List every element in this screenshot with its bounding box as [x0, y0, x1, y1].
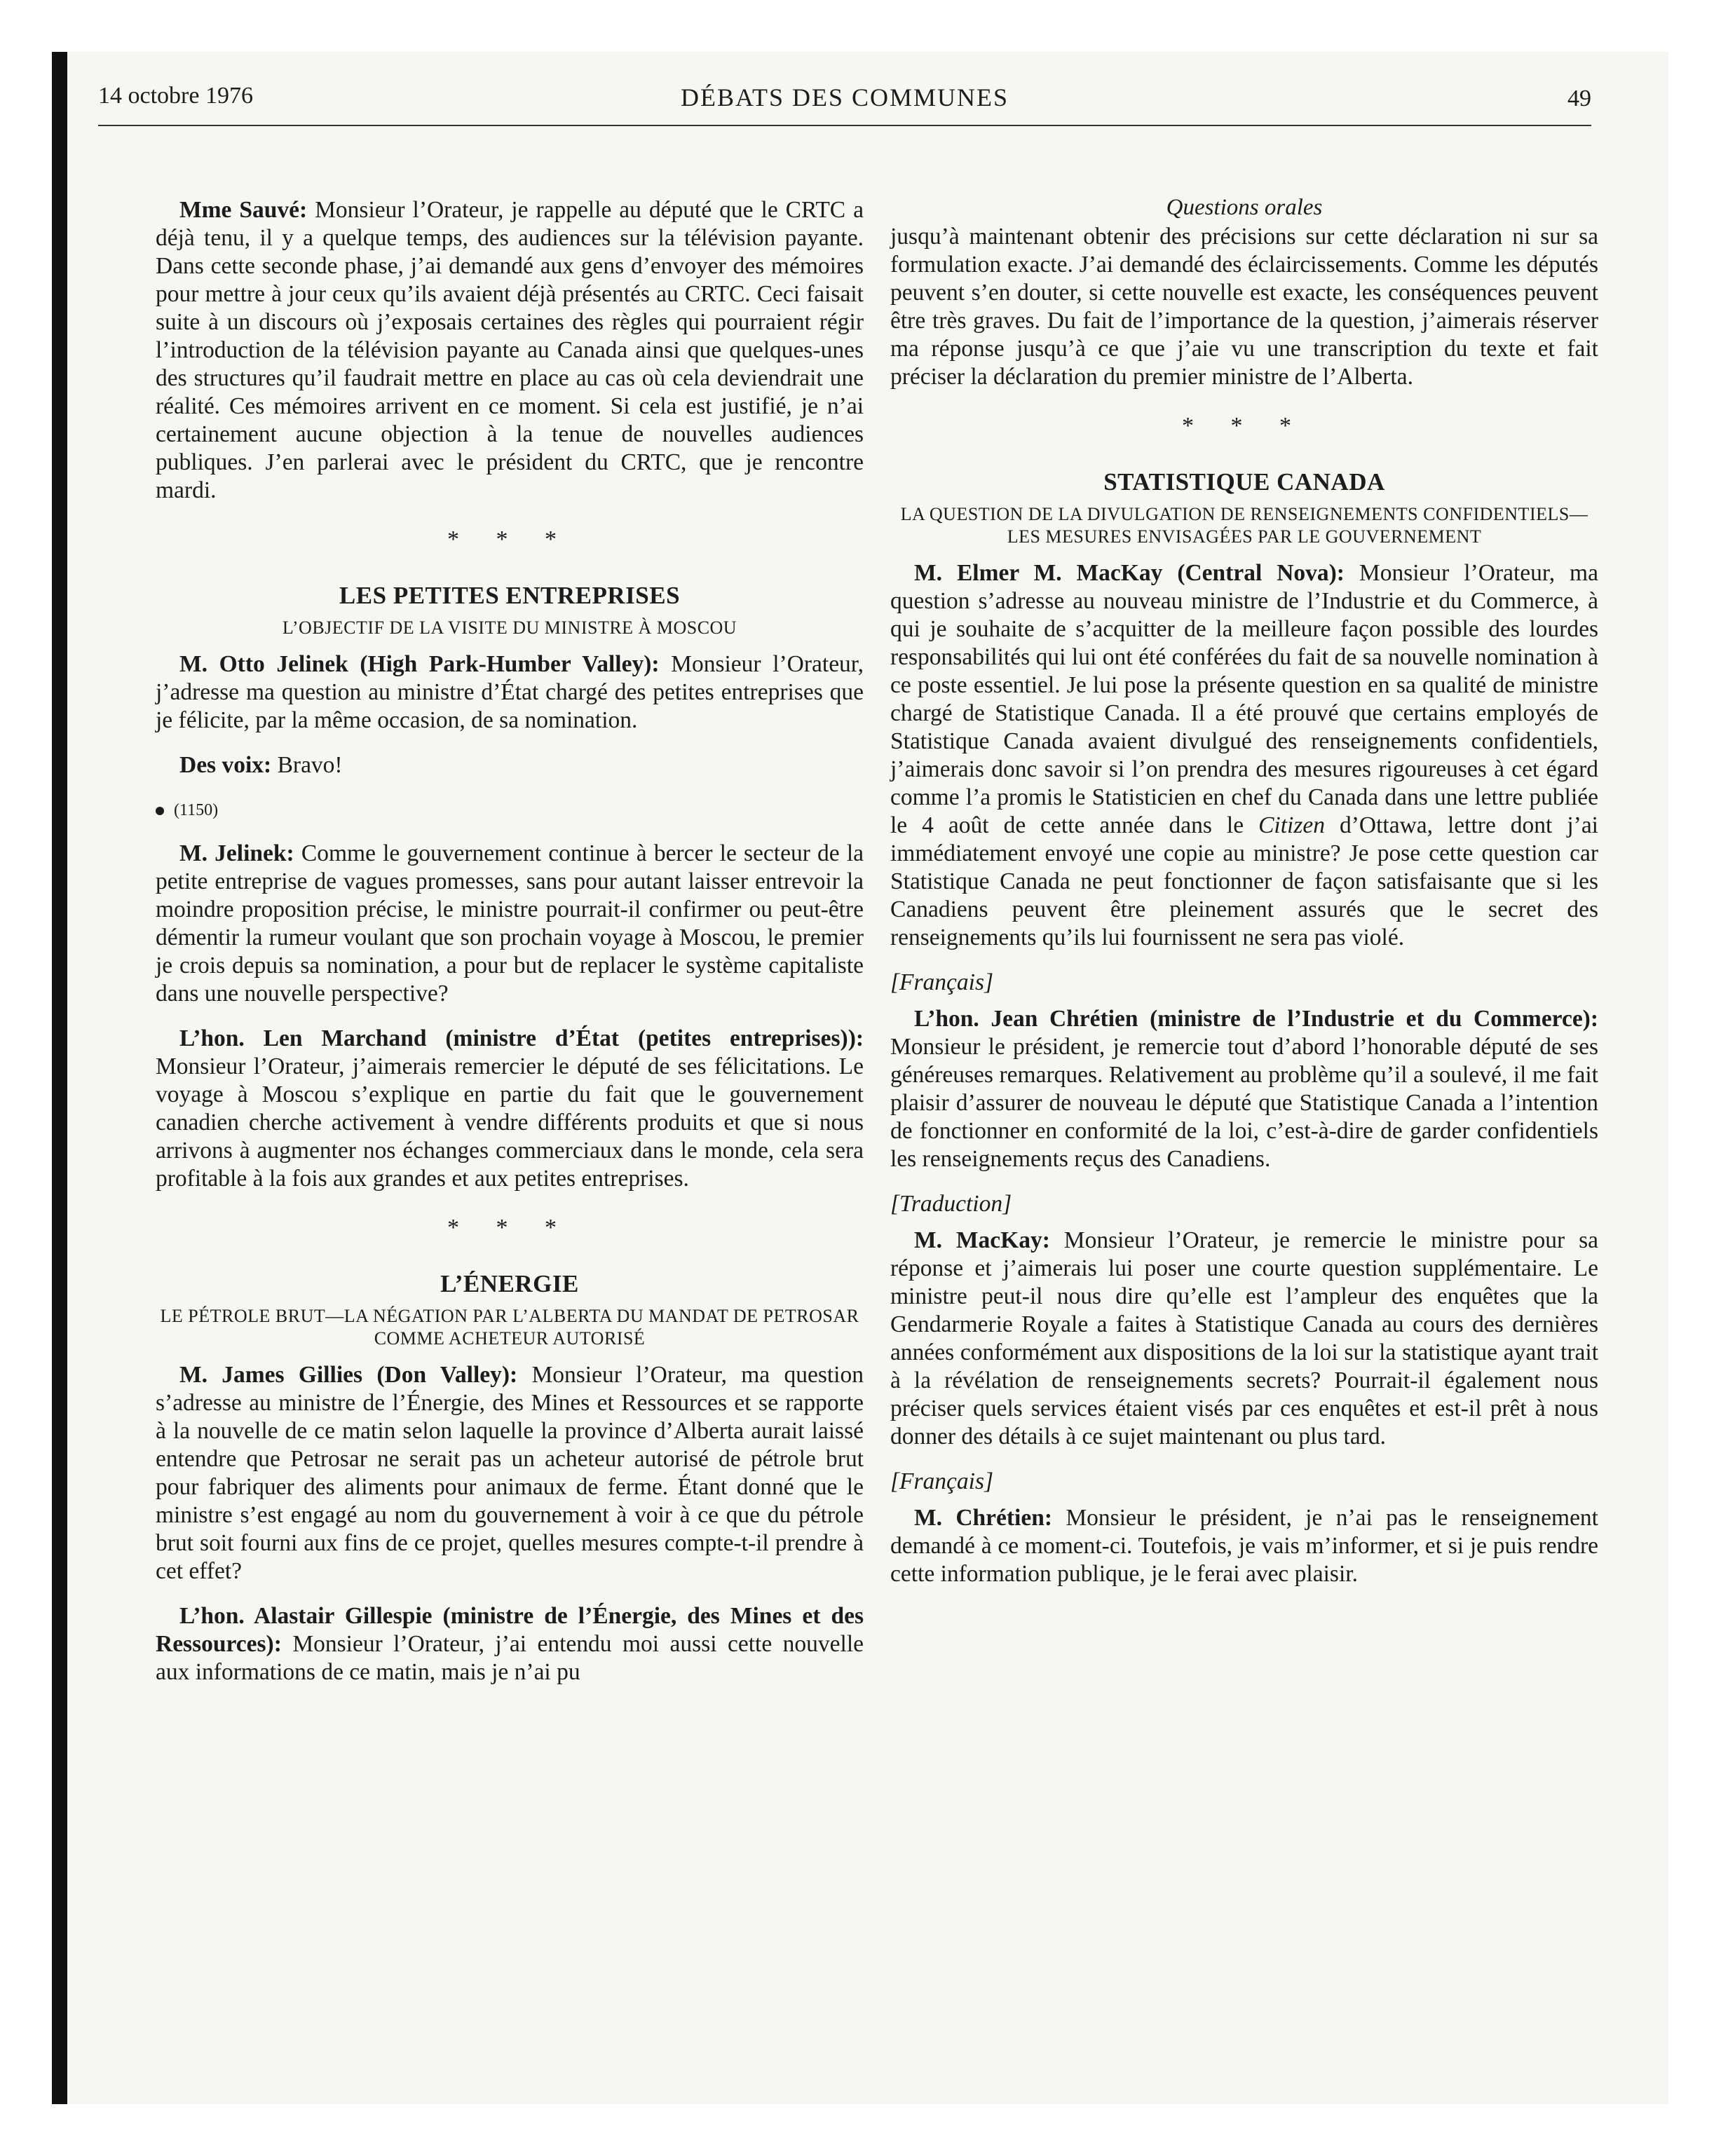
language-tag: [Traduction] [890, 1191, 1012, 1217]
language-tag: [Français] [890, 969, 994, 995]
paragraph [156, 1361, 864, 1585]
paragraph [890, 223, 1598, 391]
section-subheading: LA QUESTION DE LA DIVULGATION DE RENSEIGNEMENTS CONFIDENTIELS—LES MESURES ENVISAGÉES PAR LE GOUVERNEMENT [900, 504, 1588, 547]
paragraph [890, 1227, 1598, 1451]
speaker-name: Des voix: [179, 752, 272, 778]
speaker-name: M. Otto Jelinek (High Park-Humber Valley): [179, 651, 660, 677]
speaker-name: M. Jelinek: [179, 840, 294, 866]
left-column [156, 196, 864, 1703]
speaker-name: M. MacKay: [914, 1227, 1050, 1253]
page-header [98, 83, 1591, 126]
paragraph [890, 559, 1598, 952]
paragraph [156, 751, 864, 779]
speaker-name: L’hon. Jean Chrétien (ministre de l’Industrie et du Commerce): [914, 1006, 1598, 1032]
paragraph [156, 1602, 864, 1686]
speech-text: Monsieur le président, je n’ai pas le renseignement demandé à ce moment-ci. Toutefois, je vais m’informer, et si je puis rendre cette information publique, je le ferai avec plaisir. [890, 1505, 1598, 1587]
header-date: 14 octobre 1976 [98, 83, 253, 109]
language-tag: [Français] [890, 1468, 994, 1494]
speech-text: Monsieur l’Orateur, je rappelle au député que le CRTC a déjà tenu, il y a quelque temps, des audiences sur la télévision payante. Dans cette seconde phase, j’ai demandé aux gens d’envoyer des mémoires pour mettre à jour ceux qu’ils avaient déjà présentés au CRTC. Ceci faisait suite à un discours où j’exposais certaines des règles qui pourraient régir l’introduction de la télévision payante au Canada ainsi que quelques-unes des structures qu’il faudrait mettre en place au cas où cela deviendrait une réalité. Ces mémoires arrivent en ce moment. Si cela est justifié, je n’ai certainement aucune objection à la tenue de nouvelles audiences publiques. J’en parlerai avec le président du CRTC, que je rencontre mardi. [156, 197, 864, 503]
section-subheading: LE PÉTROLE BRUT—LA NÉGATION PAR L’ALBERTA DU MANDAT DE PETROSAR COMME ACHETEUR AUTORISÉ [160, 1306, 859, 1349]
section-subheading: L’OBJECTIF DE LA VISITE DU MINISTRE À MOSCOU [282, 618, 737, 638]
speaker-name: M. Chrétien: [914, 1505, 1053, 1531]
paragraph [156, 196, 864, 505]
running-head: Questions orales [1166, 195, 1323, 220]
speech-text: Monsieur l’Orateur, ma question s’adresse au ministre de l’Énergie, des Mines et Ressources et se rapporte à la nouvelle de ce matin selon laquelle la province d’Alberta aurait laissé entendre que Petrosar ne serait pas un acheteur autorisé de pétrole brut pour fabriquer des aliments pour animaux de ferme. Étant donné que le ministre s’est engagé au nom du gouvernement à voir à ce que du pétrole brut soit fourni aux fins de ce projet, quelles mesures compte-t-il prendre à cet effet? [156, 1362, 864, 1584]
speaker-name: L’hon. Alastair Gillespie (ministre de l’Énergie, des Mines et des Ressources): [156, 1603, 864, 1657]
section-title: LES PETITES ENTREPRISES [339, 582, 681, 609]
paragraph [156, 840, 864, 1008]
newspaper-title: Citizen [1258, 812, 1325, 838]
section-separator: * * * [1182, 413, 1307, 439]
speech-text: Monsieur l’Orateur, j’adresse ma question au ministre d’État chargé des petites entreprises que je félicite, par la même occasion, de sa nomination. [156, 651, 864, 733]
paragraph [156, 650, 864, 735]
speech-text: jusqu’à maintenant obtenir des précisions sur cette déclaration ni sur sa formulation exacte. J’ai demandé des éclaircissements. Comme les députés peuvent s’en douter, si cette nouvelle est exacte, les conséquences peuvent être très graves. Du fait de l’importance de la question, j’aimerais réserver ma réponse jusqu’à ce que j’aie vu une transcription du texte et fait préciser la déclaration du premier ministre de l’Alberta. [890, 224, 1598, 390]
section-separator: * * * [447, 526, 572, 552]
scan-edge [52, 52, 67, 2104]
speaker-name: L’hon. Len Marchand (ministre d’État (petites entreprises)): [179, 1025, 864, 1051]
speech-text: Monsieur l’Orateur, je remercie le ministre pour sa réponse et j’aimerais lui poser une courte question supplémentaire. Le ministre peut-il nous dire qu’elle est l’ampleur des enquêtes que la Gendarmerie Royale a faites à Statistique Canada au cours des dernières années conformément aux dispositions de la loi sur la statistique ayant trait à la révélation de renseignements secrets? Pourrait-il également nous préciser quels services étaient visés par ces enquêtes et est-il prêt à nous donner des détails à ce sujet maintenant ou plus tard. [890, 1227, 1599, 1449]
speech-text: Monsieur l’Orateur, j’ai entendu moi aussi cette nouvelle aux informations de ce matin, mais je n’ai pu [156, 1631, 864, 1685]
bullet-dot-icon [156, 807, 164, 815]
speech-text: Monsieur le président, je remercie tout d’abord l’honorable député de ses généreuses remarques. Relativement au problème qu’il a soulevé, il me fait plaisir d’assurer de nouveau le député que Statistique Canada a l’intention de fonctionner en conformité de la loi, c’est-à-dire de garder confidentiels les renseignements reçus des Canadiens. [890, 1034, 1598, 1172]
time-marker [156, 796, 864, 824]
speech-text: Monsieur l’Orateur, j’aimerais remercier le député de ses félicitations. Le voyage à Moscou s’explique en partie du fait que le gouvernement canadien cherche activement à vendre différents produits et que si nous arrivons à augmenter nos échanges commerciaux dans le monde, cela sera profitable à la fois aux grandes et aux petites entreprises. [156, 1053, 864, 1192]
speaker-name: M. Elmer M. MacKay (Central Nova): [914, 560, 1345, 586]
speaker-name: Mme Sauvé: [179, 197, 308, 223]
speaker-name: M. James Gillies (Don Valley): [179, 1362, 518, 1388]
paragraph [890, 1005, 1598, 1173]
page-number: 49 [1567, 86, 1591, 111]
paragraph [156, 1025, 864, 1193]
time-marker-text: (1150) [174, 801, 219, 819]
paragraph [890, 1504, 1598, 1588]
section-separator: * * * [447, 1215, 572, 1241]
speech-text: Comme le gouvernement continue à bercer le secteur de la petite entreprise de vagues promesses, sans pour autant laisser entrevoir la moindre proposition précise, le ministre pourrait-il confirmer ou peut-être démentir la rumeur voulant que son prochain voyage à Moscou, le premier je crois depuis sa nomination, a pour but de replacer le système capitaliste dans une nouvelle perspective? [156, 840, 864, 1007]
header-title: DÉBATS DES COMMUNES [680, 83, 1009, 111]
speech-text: Bravo! [271, 752, 343, 778]
right-column [890, 223, 1598, 1605]
speech-text: Monsieur l’Orateur, ma question s’adresse au nouveau ministre de l’Industrie et du Commerce, à qui je souhaite de s’acquitter de la meilleure façon possible des lourdes responsabilités qui lui ont été conférées du fait de sa nouvelle nomination à ce poste essentiel. Je lui pose la présente question en sa qualité de ministre chargé de Statistique Canada. Il a été prouvé que certains employés de Statistique Canada avaient divulgué des renseignements confidentiels, j’aimerais donc savoir si l’on prendra des mesures rigoureuses à cet égard comme l’a promis le Statisticien en chef du Canada dans une lettre publiée le 4 août de cette année dans le [890, 560, 1598, 838]
section-title: L’ÉNERGIE [440, 1270, 579, 1297]
section-title: STATISTIQUE CANADA [1103, 468, 1385, 496]
speech-text: d’Ottawa, lettre dont j’ai immédiatement envoyé une copie au ministre? Je pose cette question car Statistique Canada ne peut fonctionner de façon satisfaisante que si les Canadiens peuvent être pleinement assurés que le secret des renseignements qu’ils lui fournissent ne sera pas violé. [890, 812, 1598, 950]
